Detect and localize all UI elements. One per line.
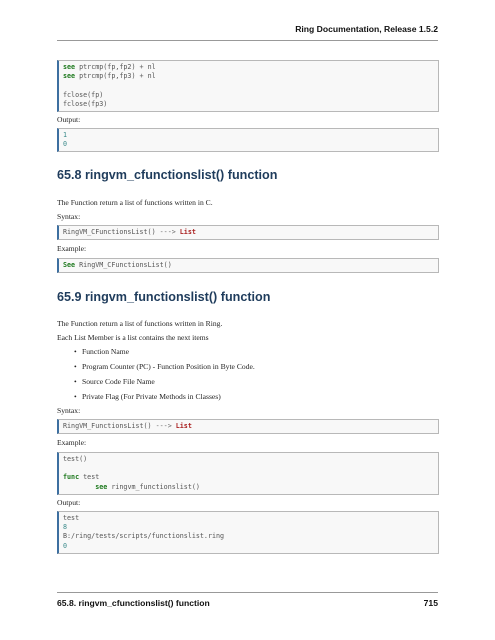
code-indent (63, 483, 95, 491)
code-operator: ---> (155, 422, 172, 430)
output-line: 8 (63, 523, 68, 532)
code-line (63, 63, 434, 72)
list-item-text: Private Flag (For Private Methods in Classes) (82, 392, 221, 401)
code-text: RingVM_CFunctionsList() (63, 228, 160, 236)
section-heading-65-8: 65.8 ringvm_cfunctionslist() function (57, 168, 278, 182)
code-line: fclose(fp) (63, 90, 104, 99)
example-label: Example: (57, 438, 87, 447)
code-line (63, 483, 434, 492)
running-header: Ring Documentation, Release 1.5.2 (295, 24, 438, 34)
code-line-blank (63, 81, 434, 90)
code-line: fclose(fp3) (63, 99, 108, 108)
footer-rule (57, 592, 438, 593)
output-block-functionslist (57, 511, 439, 554)
list-item (74, 392, 255, 407)
code-keyword: func (63, 473, 80, 482)
page-number: 715 (423, 598, 438, 608)
code-keyword: List (179, 228, 196, 236)
code-line (63, 422, 434, 431)
running-footer (57, 598, 438, 608)
output-line: 0 (63, 541, 68, 550)
code-text: ringvm_functionslist() (107, 482, 200, 491)
section-description: The Function return a list of functions written in C. (57, 198, 213, 207)
syntax-block-functionslist (57, 419, 439, 434)
example-block-functionslist (57, 452, 439, 495)
output-line: B:/ring/tests/scripts/functionslist.ring (63, 532, 225, 541)
code-operator: ---> (159, 228, 176, 236)
bullet-dot-icon: • (74, 347, 77, 356)
code-block-ptrcmp (57, 60, 439, 112)
syntax-label: Syntax: (57, 212, 81, 221)
code-keyword: See (63, 261, 76, 269)
output-line: 0 (63, 140, 68, 149)
code-keyword: see (63, 63, 76, 71)
output-label: Output: (57, 115, 81, 124)
list-item-text: Function Name (82, 347, 130, 356)
section-heading-65-9: 65.9 ringvm_functionslist() function (57, 290, 271, 304)
output-line: 1 (63, 131, 68, 139)
code-line: test() (63, 455, 88, 463)
section-description-2: Each List Member is a list contains the next items (57, 333, 209, 342)
syntax-block-cfunctionslist (57, 225, 439, 240)
bullet-list (74, 347, 255, 407)
bullet-dot-icon: • (74, 377, 77, 386)
code-line (63, 261, 434, 270)
code-text: nl (147, 63, 156, 71)
code-text: RingVM_CFunctionsList() (75, 261, 172, 269)
footer-section-title: 65.8. ringvm_cfunctionslist() function (57, 598, 210, 608)
bullet-dot-icon: • (74, 392, 77, 401)
code-text: ptrcmp(fp,fp2) (75, 63, 140, 71)
list-item (74, 347, 255, 362)
example-block-cfunctionslist (57, 258, 439, 273)
code-keyword: List (175, 422, 192, 430)
syntax-label: Syntax: (57, 406, 81, 415)
code-line (63, 228, 434, 237)
section-description: The Function return a list of functions written in Ring. (57, 319, 223, 328)
output-label: Output: (57, 498, 81, 507)
bullet-dot-icon: • (74, 362, 77, 371)
code-text: nl (147, 72, 156, 81)
code-text: RingVM_FunctionsList() (63, 422, 156, 430)
code-line-blank (63, 464, 434, 473)
code-operator: + (139, 72, 144, 81)
list-item (74, 377, 255, 392)
list-item-text: Source Code File Name (82, 377, 155, 386)
code-line (63, 72, 434, 81)
header-rule (57, 40, 438, 41)
code-text: test (79, 473, 100, 482)
code-operator: + (139, 63, 144, 71)
example-label: Example: (57, 244, 87, 253)
list-item (74, 362, 255, 377)
code-line (63, 473, 434, 482)
code-text: ptrcmp(fp,fp3) (75, 72, 140, 81)
output-block-ptrcmp (57, 128, 439, 152)
list-item-text: Program Counter (PC) - Function Position in Byte Code. (82, 362, 255, 371)
output-line: test (63, 514, 80, 522)
code-keyword: see (63, 72, 76, 81)
code-keyword: see (95, 482, 108, 491)
